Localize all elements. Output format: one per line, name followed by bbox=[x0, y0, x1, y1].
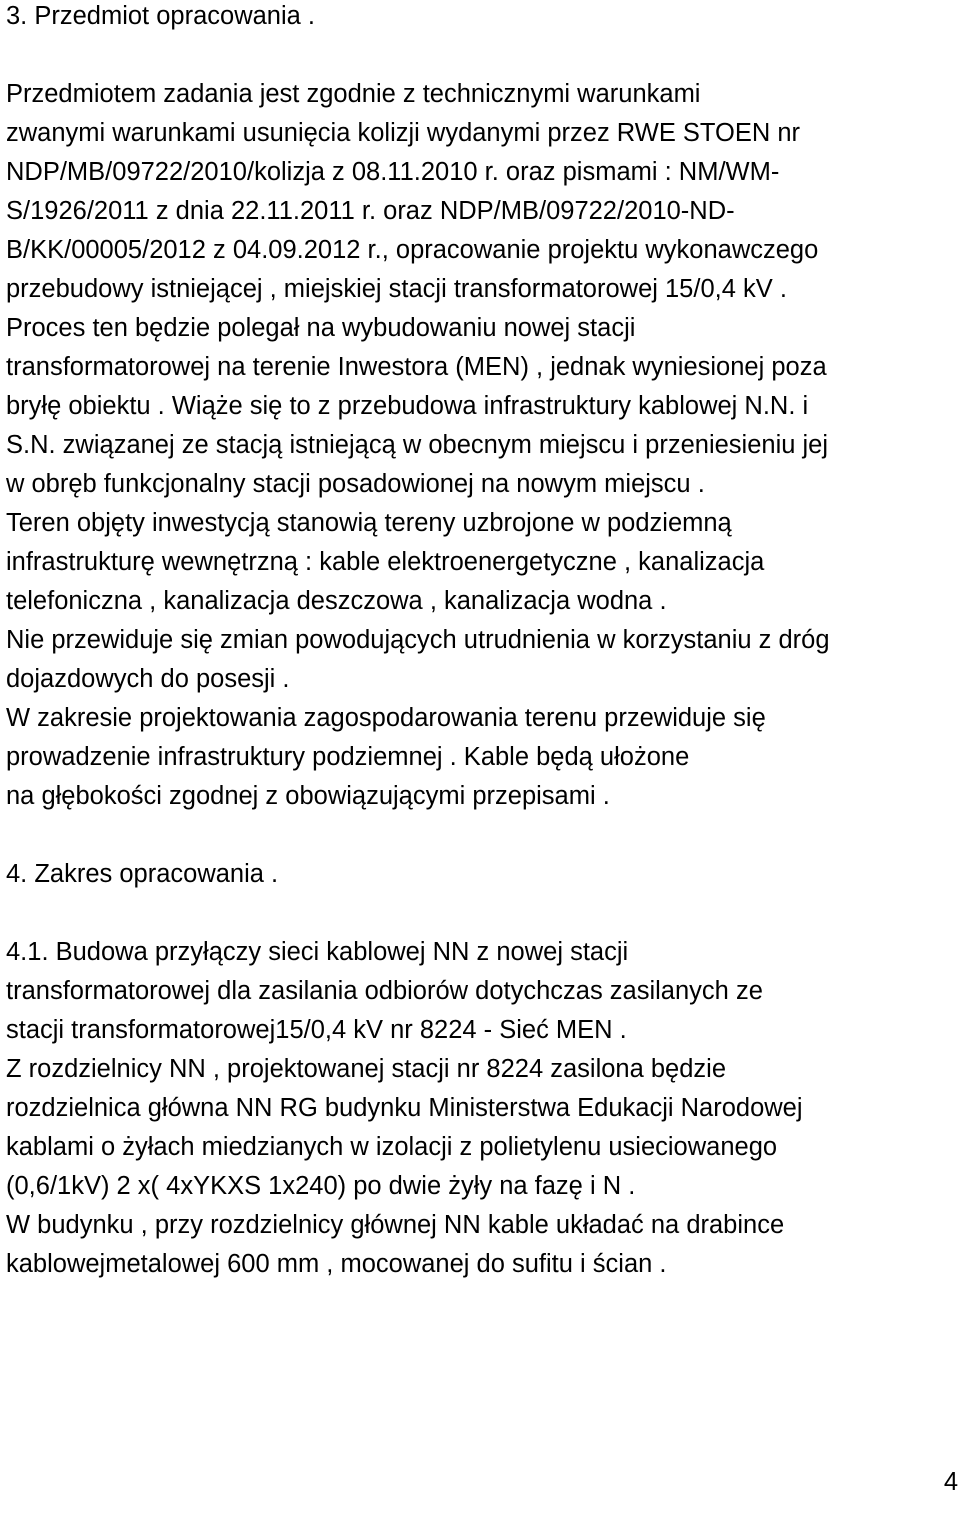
paragraph-line: rozdzielnica główna NN RG budynku Ministerstwa Edukacji Narodowej bbox=[6, 1094, 803, 1122]
paragraph-line: stacji transformatorowej15/0,4 kV nr 8224 - Sieć MEN . bbox=[6, 1016, 627, 1044]
paragraph-line: W budynku , przy rozdzielnicy głównej NN kable układać na drabince bbox=[6, 1211, 785, 1239]
document-page bbox=[6, 0, 956, 1284]
paragraph-line: prowadzenie infrastruktury podziemnej . Kable będą ułożone bbox=[6, 743, 690, 771]
paragraph-line: dojazdowych do posesji . bbox=[6, 665, 290, 693]
paragraph-line: Z rozdzielnicy NN , projektowanej stacji nr 8224 zasilona będzie bbox=[6, 1055, 727, 1083]
paragraph-line: Nie przewiduje się zmian powodujących utrudnienia w korzystaniu z dróg bbox=[6, 626, 830, 654]
paragraph-line: Przedmiotem zadania jest zgodnie z technicznymi warunkami bbox=[6, 80, 701, 108]
paragraph-line: Teren objęty inwestycją stanowią tereny uzbrojone w podziemną bbox=[6, 509, 732, 537]
paragraph-line: Proces ten będzie polegał na wybudowaniu nowej stacji bbox=[6, 314, 636, 342]
paragraph-line: telefoniczna , kanalizacja deszczowa , kanalizacja wodna . bbox=[6, 587, 667, 615]
paragraph-line: 4.1. Budowa przyłączy sieci kablowej NN z nowej stacji bbox=[6, 938, 629, 966]
paragraph-line: w obręb funkcjonalny stacji posadowionej na nowym miejscu . bbox=[6, 470, 705, 498]
spacer bbox=[6, 36, 956, 75]
paragraph-line: przebudowy istniejącej , miejskiej stacji transformatorowej 15/0,4 kV . bbox=[6, 275, 787, 303]
paragraph-line: S/1926/2011 z dnia 22.11.2011 r. oraz NDP/MB/09722/2010-ND- bbox=[6, 197, 735, 225]
paragraph-line: bryłę obiektu . Wiąże się to z przebudowa infrastruktury kablowej N.N. i bbox=[6, 392, 809, 420]
paragraph-line: W zakresie projektowania zagospodarowania terenu przewiduje się bbox=[6, 704, 766, 732]
paragraph-line: kablowejmetalowej 600 mm , mocowanej do sufitu i ścian . bbox=[6, 1250, 667, 1278]
paragraph-line: transformatorowej na terenie Inwestora (MEN) , jednak wyniesionej poza bbox=[6, 353, 827, 381]
paragraph-line: (0,6/1kV) 2 x( 4xYKXS 1x240) po dwie żyły na fazę i N . bbox=[6, 1172, 636, 1200]
section-4-heading: 4. Zakres opracowania . bbox=[6, 860, 279, 888]
paragraph-line: kablami o żyłach miedzianych w izolacji z polietylenu usieciowanego bbox=[6, 1133, 778, 1161]
section-3-heading: 3. Przedmiot opracowania . bbox=[6, 2, 315, 30]
paragraph-line: S.N. związanej ze stacją istniejącą w obecnym miejscu i przeniesieniu jej bbox=[6, 431, 829, 459]
section-4-1-body bbox=[6, 933, 956, 1284]
paragraph-line: transformatorowej dla zasilania odbiorów dotychczas zasilanych ze bbox=[6, 977, 763, 1005]
section-3-body bbox=[6, 75, 956, 816]
spacer bbox=[6, 816, 956, 855]
paragraph-line: infrastrukturę wewnętrzną : kable elektroenergetyczne , kanalizacja bbox=[6, 548, 765, 576]
paragraph-line: zwanymi warunkami usunięcia kolizji wydanymi przez RWE STOEN nr bbox=[6, 119, 801, 147]
spacer bbox=[6, 894, 956, 933]
paragraph-line: na głębokości zgodnej z obowiązującymi przepisami . bbox=[6, 782, 610, 810]
page-number: 4 bbox=[943, 1468, 958, 1496]
paragraph-line: NDP/MB/09722/2010/kolizja z 08.11.2010 r. oraz pismami : NM/WM- bbox=[6, 158, 780, 186]
paragraph-line: B/KK/00005/2012 z 04.09.2012 r., opracowanie projektu wykonawczego bbox=[6, 236, 819, 264]
